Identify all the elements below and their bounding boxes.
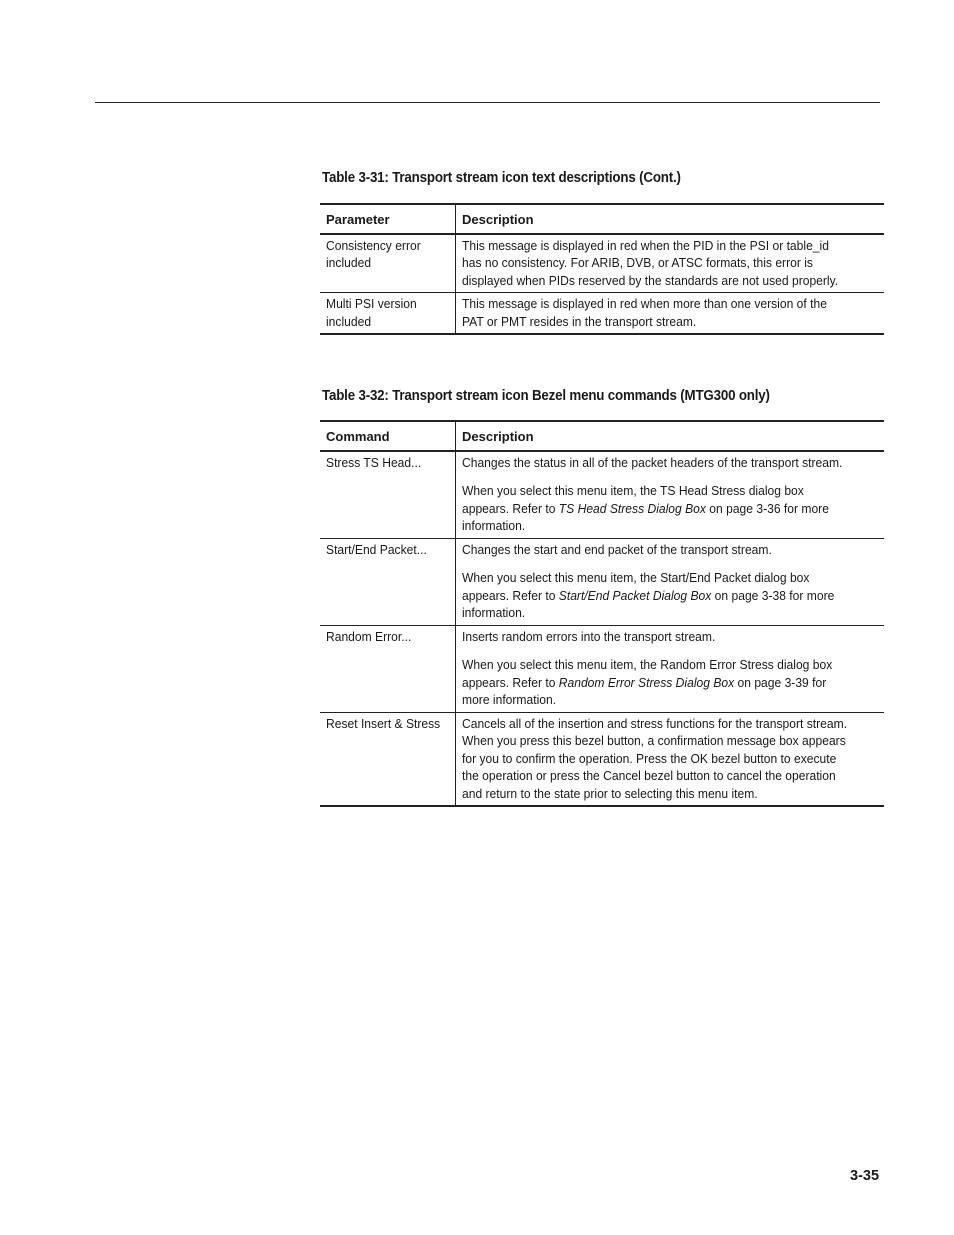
- description-paragraph: Cancels all of the insertion and stress functions for the transport stream. When you press this bezel button, a confirmation message box appears for you to confirm the operation. Press the OK bezel button to execute the operation or press the Cancel bezel button to cancel the operation and return to the state prior to selecting this menu item.: [462, 715, 848, 801]
- header-rule: [95, 102, 880, 103]
- description-cell: This message is displayed in red when the PID in the PSI or table_id has no consistency. For ARIB, DVB, or ATSC formats, this error is displayed when PIDs reserved by the standards are not used properly.: [462, 237, 839, 288]
- table-row: [320, 234, 884, 293]
- parameter-cell: Multi PSI version included: [320, 293, 456, 335]
- description-cell: This message is displayed in red when more than one version of the PAT or PMT resides in the transport stream.: [462, 296, 827, 329]
- column-header-command: Command: [320, 421, 456, 451]
- cross-reference: Random Error Stress Dialog Box: [558, 674, 735, 690]
- page-number: 3-35: [850, 1168, 880, 1184]
- parameter-cell: Consistency error included: [320, 234, 456, 293]
- description-paragraph: When you select this menu item, the Start/End Packet dialog box appears. Refer to Start/End Packet Dialog Box on page 3-38 for more information.: [462, 570, 835, 620]
- column-header-parameter: Parameter: [320, 204, 456, 234]
- command-cell: Reset Insert & Stress: [320, 712, 456, 806]
- description-cell: [456, 451, 885, 539]
- command-cell: Random Error...: [320, 625, 456, 712]
- description-paragraph: When you select this menu item, the TS Head Stress dialog box appears. Refer to TS Head Stress Dialog Box on page 3-36 for more information.: [462, 483, 829, 533]
- command-cell: Start/End Packet...: [320, 538, 456, 625]
- cross-reference: TS Head Stress Dialog Box: [558, 500, 706, 516]
- description-cell: [456, 625, 885, 712]
- table-3-31-caption: Table 3-31: Transport stream icon text descriptions (Cont.): [322, 170, 681, 186]
- description-cell: [456, 538, 885, 625]
- description-paragraph: Inserts random errors into the transport stream.: [462, 628, 716, 644]
- table-row: [320, 538, 884, 625]
- table-3-32: [320, 420, 884, 807]
- table-header-row: [320, 204, 884, 234]
- table-3-32-caption: Table 3-32: Transport stream icon Bezel menu commands (MTG300 only): [322, 388, 770, 404]
- description-paragraph: Changes the start and end packet of the transport stream.: [462, 541, 772, 557]
- column-header-description: Description: [462, 429, 534, 444]
- description-paragraph: Changes the status in all of the packet headers of the transport stream.: [462, 454, 843, 470]
- description-cell: [456, 712, 885, 806]
- table-header-row: [320, 421, 884, 451]
- table-row: [320, 625, 884, 712]
- table-row: [320, 293, 884, 335]
- description-paragraph: When you select this menu item, the Random Error Stress dialog box appears. Refer to Random Error Stress Dialog Box on page 3-39 for more information.: [462, 657, 833, 707]
- table-row: [320, 451, 884, 539]
- table-row: [320, 712, 884, 806]
- cross-reference: Start/End Packet Dialog Box: [558, 587, 712, 603]
- table-3-31: [320, 203, 884, 335]
- column-header-description: Description: [462, 212, 534, 227]
- command-cell: Stress TS Head...: [320, 451, 456, 539]
